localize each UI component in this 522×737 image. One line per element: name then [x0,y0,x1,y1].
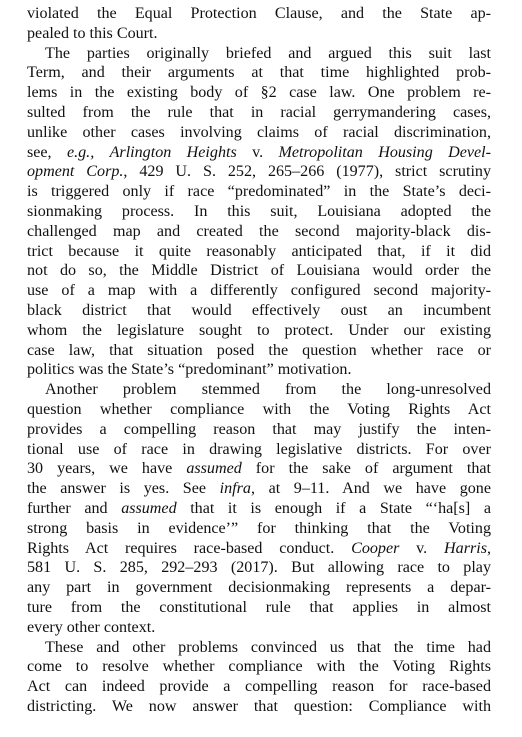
text-line: sulted from the rule that in racial gerrymandering cases, [27,103,491,121]
text-line: violated the Equal Protection Clause, and the State ap- [27,5,491,22]
text-line: Term, and their arguments at that time highlighted prob- [27,64,491,82]
paragraph [27,380,491,637]
text-line: challenged map and created the second majority-black dis- [27,222,491,240]
text-line: pealed to this Court. [27,24,158,42]
text-line: use of a map with a differently configured second majority- [27,282,491,300]
text-line: come to resolve whether compliance with the Voting Rights [27,658,491,676]
paragraph [27,4,491,44]
text-line: districting. We now answer that question: Compliance with [27,697,491,715]
text-line: Another problem stemmed from the long-unresolved [45,381,491,399]
text-line: tional use of race in drawing legislative districts. For over [27,440,491,458]
text-line: strong basis in evidence’” for thinking that the Voting [27,519,491,537]
text-line: whom the legislature sought to protect. Under our existing [27,321,491,339]
paragraph [27,638,491,717]
text-line: Rights Act requires race-based conduct. Cooper v. Harris, [27,539,491,557]
text-line: 581 U. S. 285, 292–293 (2017). But allowing race to play [27,559,491,577]
paragraph [27,44,491,381]
text-line: case law, that situation posed the question whether race or [27,341,491,359]
text-line: not do so, the Middle District of Louisiana would order the [27,262,491,280]
text-line: see, e.g., Arlington Heights v. Metropolitan Housing Devel- [27,143,491,161]
opinion-text [27,4,491,717]
text-line: sionmaking process. In this suit, Louisiana adopted the [27,202,491,220]
text-line: ture from the constitutional rule that applies in almost [27,598,491,616]
text-line: lems in the existing body of §2 case law. One problem re- [27,84,491,102]
text-line: opment Corp., 429 U. S. 252, 265–266 (1977), strict scrutiny [27,163,492,181]
text-line: further and assumed that it is enough if a State “‘ha[s] a [27,499,491,517]
text-line: Act can indeed provide a compelling reason for race-based [27,678,491,696]
text-line: 30 years, we have assumed for the sake of argument that [27,460,491,478]
text-line: unlike other cases involving claims of racial discrimination, [27,123,491,141]
text-line: question whether compliance with the Voting Rights Act [27,400,491,418]
text-line: every other context. [27,618,156,636]
text-line: politics was the State’s “predominant” motivation. [27,361,352,379]
text-line: The parties originally briefed and argued this suit last [45,44,491,62]
text-line: is triggered only if race “predominated” in the State’s deci- [27,183,491,201]
text-line: any part in government decisionmaking represents a depar- [27,579,491,597]
text-line: provides a compelling reason that may justify the inten- [27,420,491,438]
text-line: These and other problems convinced us that the time had [45,638,491,656]
text-line: the answer is yes. See infra, at 9–11. And we have gone [27,480,491,498]
text-line: trict because it quite reasonably anticipated that, if it did [27,242,491,260]
text-line: black district that would effectively oust an incumbent [27,301,491,319]
